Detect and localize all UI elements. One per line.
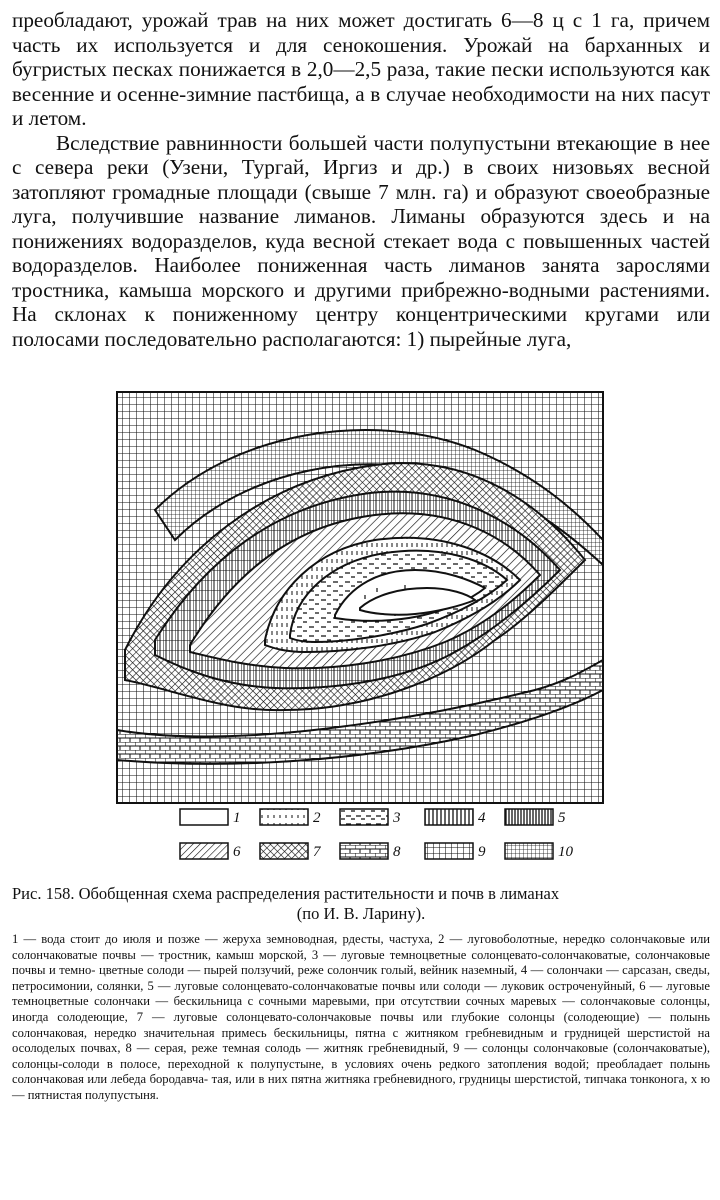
legend-swatch-3 xyxy=(340,809,388,825)
legend-explanation xyxy=(12,932,710,1104)
legend-label: 6 xyxy=(233,844,241,860)
legend-label: 5 xyxy=(558,810,566,826)
legend-label: 1 xyxy=(233,810,241,826)
figure-caption xyxy=(12,884,710,924)
legend-label: 3 xyxy=(393,810,401,826)
liman-schema-figure xyxy=(115,390,605,805)
legend-label: 2 xyxy=(313,810,321,826)
legend-swatch-8 xyxy=(340,843,388,859)
legend-swatch-10 xyxy=(505,843,553,859)
body-text xyxy=(12,8,710,351)
paragraph: преобладают, урожай трав на них может достигать 6—8 ц с 1 га, причем часть их используется и для сенокошения. Урожай на барханных и бугристых песках понижается в 2,0—2,5 раза, такие пески используются как весенние и осенне-зимние пастбища, а в случае необходимости на них пасут и летом. xyxy=(12,8,710,130)
legend-swatch-6 xyxy=(180,843,228,859)
legend-swatch-7 xyxy=(260,843,308,859)
paragraph: Вследствие равнинности большей части полупустыни втекающие в нее с севера реки (Узени, Тургай, Иргиз и др.) в своих низовьях весной затопляют громадные площади (свыше 7 млн. га) и образуют своеобразные луга, получившие название лиманов. Лиманы образуются здесь и на понижениях водоразделов, куда весной стекает вода с повышенных частей водоразделов. Наиболее пониженная часть лиманов занята зарослями тростника, камыша морского и другими прибрежно-водными растениями. На склонах к пониженному центру концентрическими кругами или полосами последовательно располагаются: 1) пырейные луга, xyxy=(12,130,710,351)
legend-label: 4 xyxy=(478,810,486,826)
legend-swatch-9 xyxy=(425,843,473,859)
legend-swatch-5 xyxy=(505,809,553,825)
legend-swatch-1 xyxy=(180,809,228,825)
caption-source: (по И. В. Ларину). xyxy=(296,904,426,923)
legend-label: 10 xyxy=(558,844,573,860)
legend-label: 9 xyxy=(478,844,486,860)
legend-explanation-text: 1 — вода стоит до июля и позже — жеруха земноводная, рдесты, частуха, 2 — луговоболотные, нередко солончаковые или солончаковатые почвы — тростник, камыш морской, 3 — луговые темноцветные солонцевато-солончаковатые, солончаковые почвы и темно- цветные солоди — пырей ползучий, реже солончик голый, вейник наземный, 4 — солончаки — сарсазан, сведы, петросимонии, солянки, 5 — луговые солонцевато-солончаковатые почвы или солоди — луковик остроченуйный, 6 — луговые темноцветные солончаки — бескильница с сочными маревыми, при отсутствии сочных маревых — солончаковые солонцы, иногда солодеющие, 7 — луговые солонцевато-солончаковые почвы или глубокие солонцы (солодеющие) — полынь солончаковая, нередко значительная примесь бескильницы, пятна с житняком гребневидным и грудницей шерстистой на осолоделых почвах, 8 — серая, реже темная солодь — житняк гребневидный, 9 — солонцы солончаковые (солончаковатые), солонцы-солоди в полосе, переходной к полупустыне, в условиях очень редкого затопления водой; преобладает полынь солончаковая или лебеда бородавча- тая, или в них пятна житняка гребневидного, грудницы шерстистой, типчака тонконога, х ю — пятнистая полупустыня. xyxy=(12,932,710,1102)
caption-title: Рис. 158. Обобщенная схема распределения растительности и почв в лиманах xyxy=(12,884,560,903)
legend-label: 7 xyxy=(313,844,321,860)
legend-label: 8 xyxy=(393,844,401,860)
legend-swatch-2 xyxy=(260,809,308,825)
legend-swatch-4 xyxy=(425,809,473,825)
figure-legend xyxy=(175,805,595,867)
